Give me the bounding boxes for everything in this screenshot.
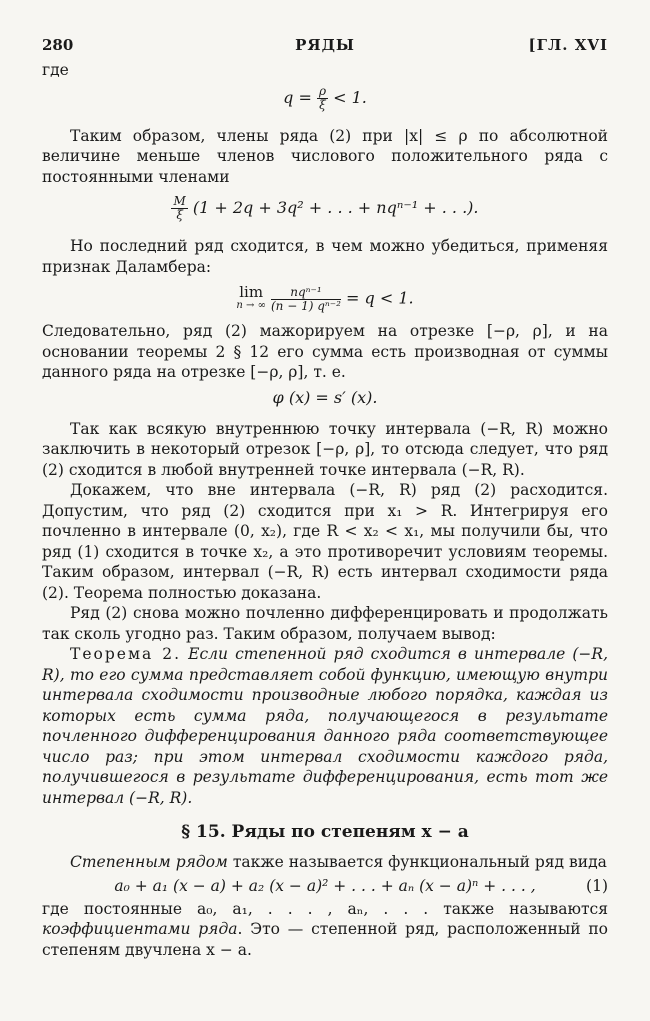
formula-lim-denominator: (n − 1) qⁿ⁻² [271,298,341,313]
formula-m-numerator: M [173,194,186,208]
theorem-body: Если степенной ряд сходится в интервале (−R, R), то его сумма представляет собой функцию, имеющую внутри интервала сходимости производные любого порядка, каждая из которых есть сумма ряда, получающегося в результате почленного дифференцирования данного ряда соответствующее число раз; при этом интервал сходимости каждого ряда, получившегося в результате дифференцирования, есть тот же интервал (−R, R). [42,645,608,807]
formula-q-rhs: < 1. [328,87,367,107]
book-page [42,36,608,960]
term-coefficients: коэффициентами ряда [42,920,238,938]
formula-q [42,85,608,112]
paragraph-8 [42,899,608,961]
formula-series-body: a₀ + a₁ (x − a) + a₂ (x − a)² + . . . + aₙ (x − a)ⁿ + . . . , [114,876,536,895]
theorem-2 [42,644,608,808]
formula-m-fraction [171,195,187,222]
paragraph-1: Таким образом, члены ряда (2) при |x| ≤ ρ по абсолютной величине меньше членов числового положительного ряда с постоянными членами [42,126,608,186]
chapter-label: [ГЛ. XVI [528,36,608,54]
term-power-series: Степенным рядом [70,853,228,871]
paragraph-3: Следовательно, ряд (2) мажорируем на отрезке [−ρ, ρ], и на основании теоремы 2 § 12 его сумма есть производная от суммы данного ряда на отрезке [−ρ, ρ], т. е. [42,322,608,381]
paragraph-5: Докажем, что вне интервала (−R, R) ряд (2) расходится. Допустим, что ряд (2) сходится при x₁ > R. Интегрируя его почленно в интервале (0, x₂), где R < x₂ < x₁, мы получили бы, что ряд (1) сходится в точке x₂, а это противоречит условиям теоремы. Таким образом, интервал (−R, R) есть интервал сходимости ряда (2). Теорема полностью доказана. [42,481,608,602]
paragraph-4: Так как всякую внутреннюю точку интервала (−R, R) можно заключить в некоторый отрезок [−ρ, ρ], то отсюда следует, что ряд (2) сходится в любой внутренней точке интервала (−R, R). [42,419,608,479]
formula-majorant [42,195,608,222]
formula-lim-sub: n → ∞ [236,300,266,311]
page-header [42,36,608,60]
formula-q-numerator: ρ [318,83,327,98]
paragraph-7-rest: также называется функциональный ряд вида [227,853,607,871]
formula-m-series: (1 + 2q + 3q² + . . . + nqⁿ⁻¹ + . . .). [192,198,479,217]
running-title: РЯДЫ [295,36,355,54]
paragraph-8-b: . Это — степенной ряд, расположенный по степеням двучлена x − a. [42,920,608,959]
formula-lim [236,285,266,313]
formula-lim-fraction [271,286,341,313]
section-title: § 15. Ряды по степеням x − a [181,822,469,842]
formula-lim-numerator: nqⁿ⁻¹ [271,286,341,300]
paragraph-2: Но последний ряд сходится, в чем можно убедиться, применяя признак Даламбера: [42,237,608,276]
formula-series [42,875,608,897]
paragraph-6: Ряд (2) снова можно почленно дифференцировать и продолжать так сколь угодно раз. Таким образом, получаем вывод: [42,604,608,643]
paragraph-8-a: где постоянные a₀, a₁, . . . , aₙ, . . . также называются [42,899,608,918]
formula-q-lhs: q = [283,87,317,107]
paragraph-where: где [42,61,69,79]
theorem-label: Теорема 2. [70,645,182,663]
formula-q-fraction [317,85,328,112]
formula-lim-rhs: = q < 1. [340,288,414,308]
formula-q-denominator: ξ [319,97,326,112]
formula-phi: φ (x) = s′ (x). [272,387,378,407]
formula-m-denominator: ξ [176,208,183,222]
page-number: 280 [42,36,74,54]
formula-limit [42,285,608,313]
paragraph-7 [42,852,608,873]
formula-lim-word: lim [239,283,264,301]
equation-number: (1) [586,876,608,895]
